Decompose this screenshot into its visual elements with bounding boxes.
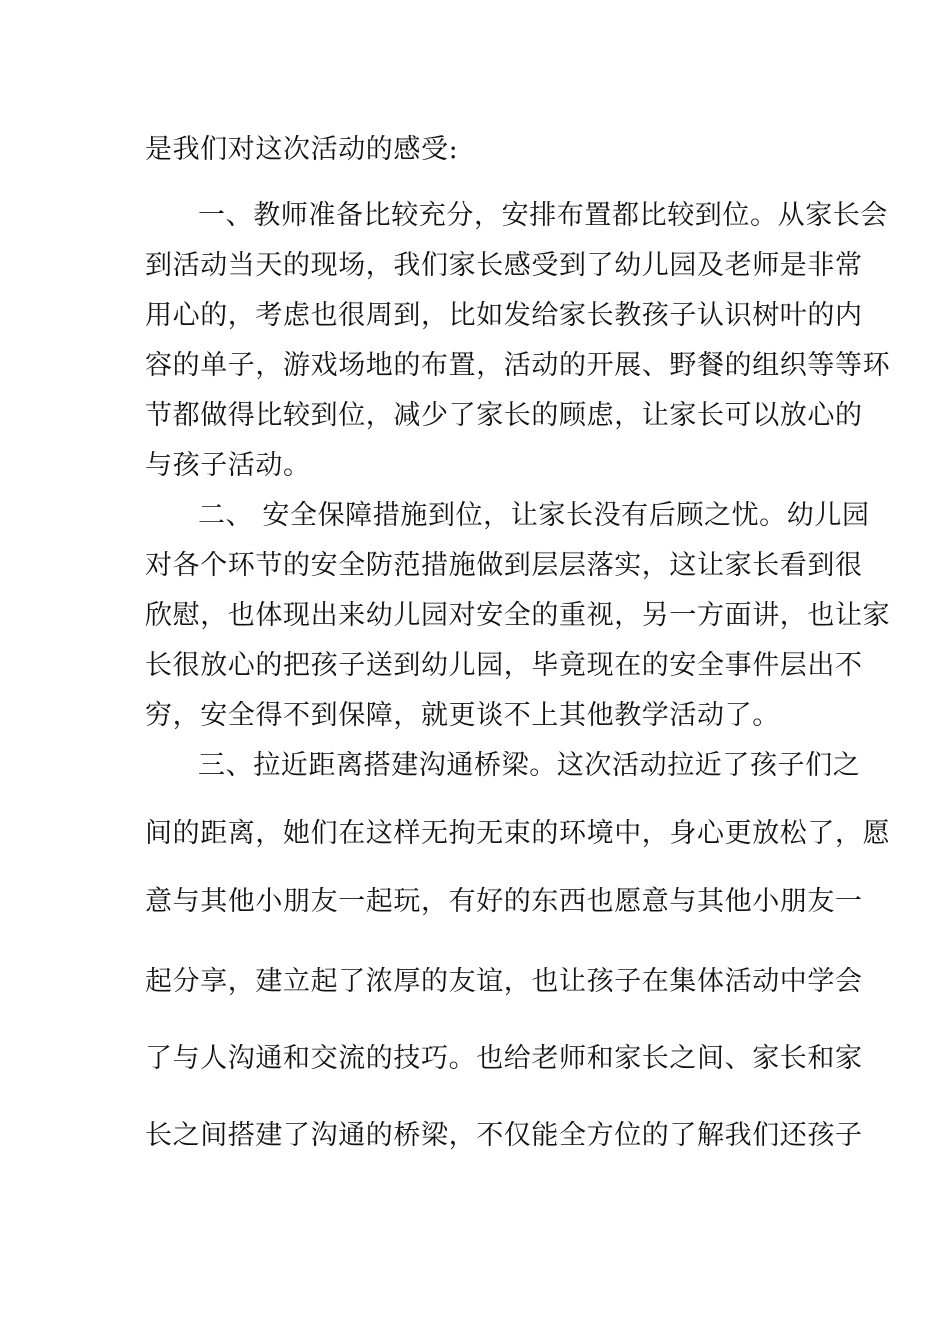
paragraph-3-line-3: 意与其他小朋友一起玩，有好的东西也愿意与其他小朋友一 [145,886,863,917]
intro-line: 是我们对这次活动的感受: [145,134,459,165]
paragraph-1-line-6: 与孩子活动。 [145,450,311,481]
paragraph-3-line-1: 三、拉近距离搭建沟通桥梁。这次活动拉近了孩子们之 [198,750,861,781]
paragraph-2-line-1: 二、 安全保障措施到位，让家长没有后顾之忧。幼儿园 [198,500,870,531]
paragraph-1-line-4: 容的单子，游戏场地的布置，活动的开展、野餐的组织等等环 [145,350,891,381]
paragraph-2-line-2: 对各个环节的安全防范措施做到层层落实，这让家长看到很 [145,550,863,581]
paragraph-2-line-5: 穷，安全得不到保障，就更谈不上其他教学活动了。 [145,700,780,731]
paragraph-3-line-4: 起分享，建立起了浓厚的友谊，也让孩子在集体活动中学会 [145,966,863,997]
paragraph-1-line-5: 节都做得比较到位，减少了家长的顾虑，让家长可以放心的 [145,400,863,431]
paragraph-3-line-5: 了与人沟通和交流的技巧。也给老师和家长之间、家长和家 [145,1043,863,1074]
paragraph-1-line-1: 一、教师准备比较充分，安排布置都比较到位。从家长会 [198,200,888,231]
paragraph-1-line-2: 到活动当天的现场，我们家长感受到了幼儿园及老师是非常 [145,250,863,281]
paragraph-3-line-2: 间的距离，她们在这样无拘无束的环境中，身心更放松了，愿 [145,818,891,849]
paragraph-1-line-3: 用心的，考虑也很周到，比如发给家长教孩子认识树叶的内 [145,300,863,331]
paragraph-2-line-3: 欣慰，也体现出来幼儿园对安全的重视，另一方面讲，也让家 [145,600,891,631]
paragraph-3-line-6: 长之间搭建了沟通的桥梁，不仅能全方位的了解我们还孩子 [145,1120,863,1151]
paragraph-2-line-4: 长很放心的把孩子送到幼儿园，毕竟现在的安全事件层出不 [145,650,863,681]
